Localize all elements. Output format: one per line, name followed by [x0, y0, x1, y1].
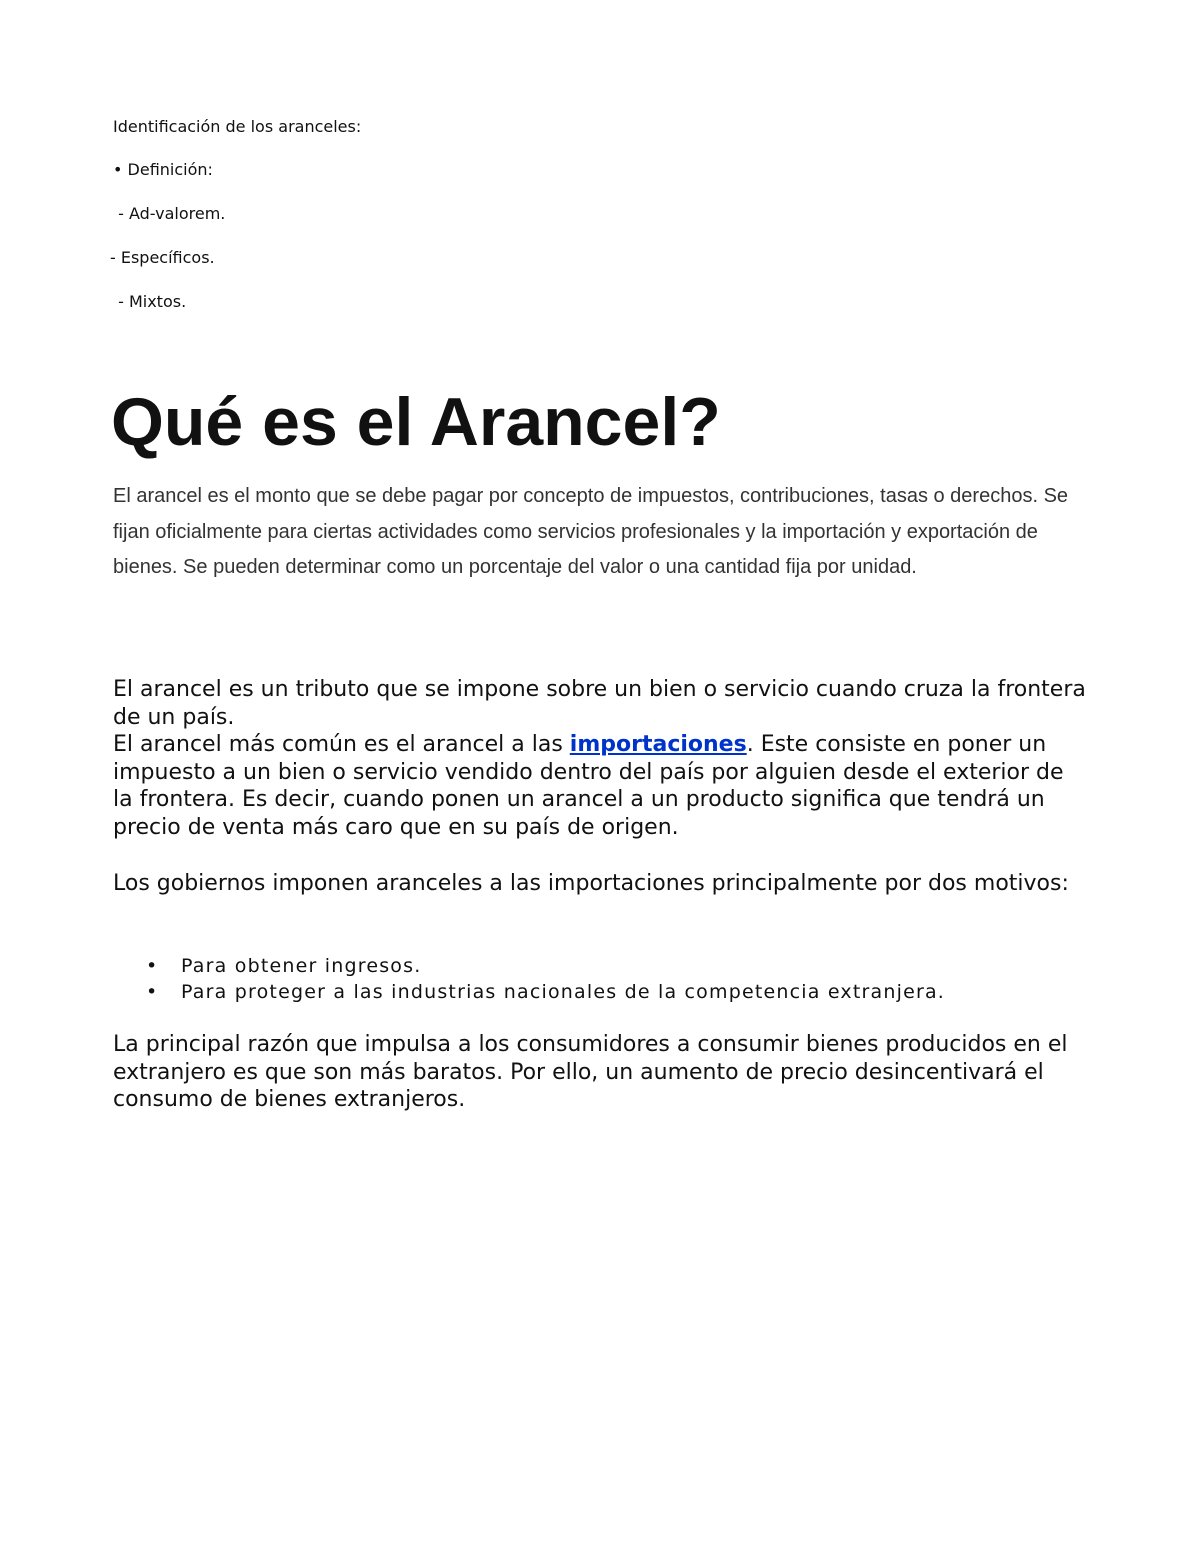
bullet-icon: •	[146, 981, 158, 1003]
article-title: Qué es el Arancel?	[111, 384, 721, 460]
paragraph-importaciones	[113, 731, 1088, 841]
importaciones-link[interactable]: importaciones	[569, 732, 747, 757]
bullet-icon: •	[146, 955, 158, 977]
paragraph-motivos: Los gobiernos imponen aranceles a las importaciones principalmente por dos motivos:	[113, 871, 1069, 896]
outline-item-especificos: - Específicos.	[110, 248, 215, 267]
list-item-text: Para obtener ingresos.	[181, 955, 422, 977]
outline-item-ad-valorem: - Ad-valorem.	[113, 204, 226, 223]
list-item	[113, 953, 1088, 979]
outline-definition: • Definición:	[113, 160, 213, 179]
motivos-list	[113, 953, 1088, 1005]
paragraph-razon: La principal razón que impulsa a los consumidores a consumir bienes producidos en el extranjero es que son más baratos. Por ello, un aumento de precio desincentivará el consumo de bienes extranjeros.	[113, 1032, 1068, 1112]
paragraph-text: El arancel más común es el arancel a las	[113, 732, 570, 757]
intro-paragraph: El arancel es el monto que se debe pagar por concepto de impuestos, contribuciones, tasas o derechos. Se fijan oficialmente para ciertas actividades como servicios profesionales y la importación y exportación de bienes. Se pueden determinar como un porcentaje del valor o una cantidad fija por unidad.	[113, 485, 1069, 578]
outline-item-mixtos: - Mixtos.	[113, 292, 187, 311]
paragraph-arancel-definition	[113, 676, 1088, 841]
outline-heading: Identificación de los aranceles:	[113, 117, 362, 136]
paragraph-line-tributo: El arancel es un tributo que se impone sobre un bien o servicio cuando cruza la frontera de un país.	[113, 677, 1086, 730]
list-item-text: Para proteger a las industrias nacionales de la competencia extranjera.	[181, 981, 946, 1003]
paragraph-text: . Este consiste en poner un impuesto a un bien o servicio vendido dentro del país por alguien desde el exterior de la frontera. Es decir, cuando ponen un arancel a un producto significa que tendrá un precio de venta más caro que en su país de origen.	[113, 732, 1064, 840]
list-item	[113, 979, 1088, 1005]
